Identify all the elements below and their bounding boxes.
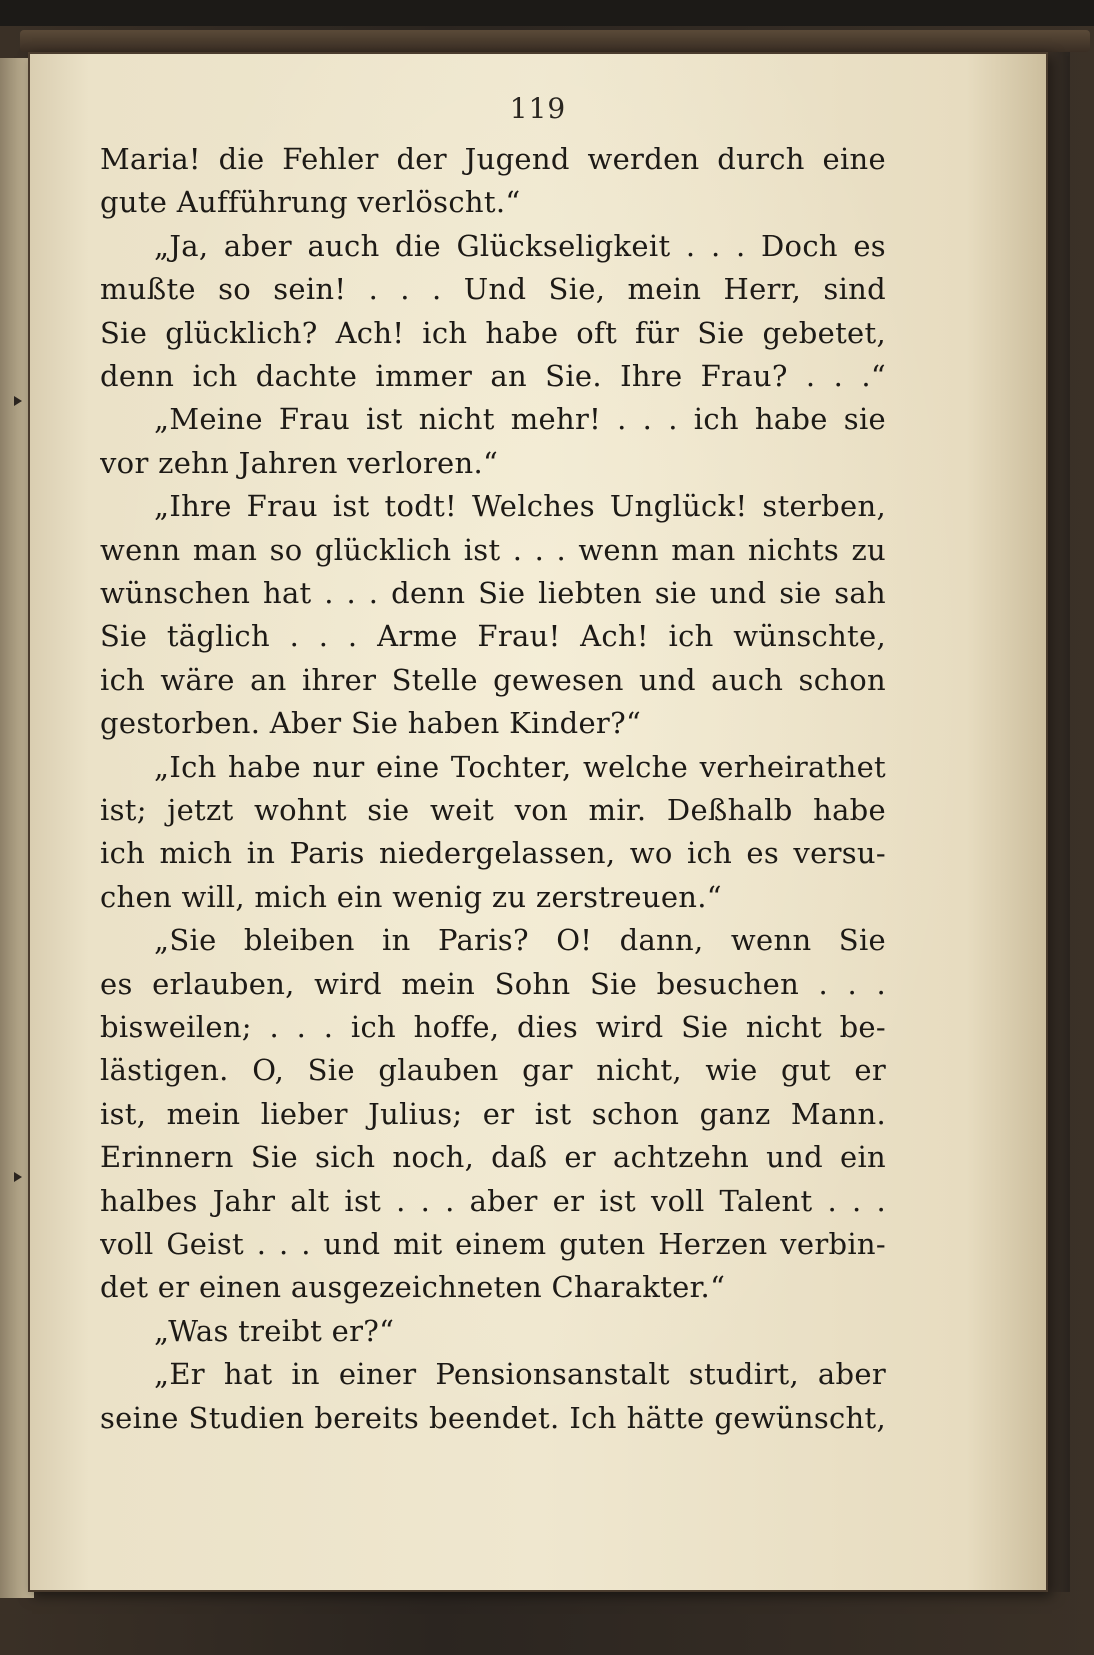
text-line: ist; jetzt wohnt sie weit von mir. Deßhalb habe bbox=[100, 793, 886, 827]
text-line: es erlauben, wird mein Sohn Sie besuchen . . . bbox=[100, 966, 886, 1001]
text-line: det er einen ausgezeichneten Charakter.“ bbox=[100, 1270, 726, 1305]
text-line: ich mich in Paris niedergelassen, wo ich es versu- bbox=[100, 836, 886, 871]
text-line: Sie täglich . . . Arme Frau! Ach! ich wünschte, bbox=[100, 619, 886, 654]
text-line: mußte so sein! . . . Und Sie, mein Herr, sind bbox=[100, 272, 886, 307]
text-line: ist, mein lieber Julius; er ist schon ganz Mann. bbox=[100, 1096, 886, 1131]
text-line: denn ich dachte immer an Sie. Ihre Frau? . . .“ bbox=[100, 359, 886, 393]
text-line: lästigen. O, Sie glauben gar nicht, wie gut er bbox=[100, 1053, 886, 1088]
margin-marker bbox=[14, 1172, 22, 1182]
text-line: „Ich habe nur eine Tochter, welche verheirathet bbox=[154, 749, 886, 784]
text-line: „Was treibt er?“ bbox=[154, 1313, 395, 1348]
text-line: chen will, mich ein wenig zu zerstreuen.“ bbox=[100, 879, 722, 914]
text-line: „Er hat in einer Pensionsanstalt studirt, aber bbox=[154, 1357, 886, 1392]
text-line: Erinnern Sie sich noch, daß er achtzehn und ein bbox=[100, 1140, 886, 1175]
cover-top-edge bbox=[20, 30, 1090, 52]
text-line: voll Geist . . . und mit einem guten Herzen verbin- bbox=[100, 1227, 886, 1261]
page-number: 119 bbox=[509, 92, 567, 125]
text-line: wenn man so glücklich ist . . . wenn man nichts zu bbox=[100, 532, 886, 567]
text-line: „Sie bleiben in Paris? O! dann, wenn Sie bbox=[154, 923, 886, 958]
text-line: Maria! die Fehler der Jugend werden durch eine bbox=[100, 142, 886, 176]
text-line: ich wäre an ihrer Stelle gewesen und auch schon bbox=[100, 662, 886, 697]
margin-marker bbox=[14, 396, 22, 406]
text-line: gestorben. Aber Sie haben Kinder?“ bbox=[100, 706, 642, 741]
text-line: bisweilen; . . . ich hoffe, dies wird Sie nicht be- bbox=[100, 1010, 886, 1044]
text-line: „Meine Frau ist nicht mehr! . . . ich habe sie bbox=[154, 402, 886, 437]
text-line: „Ja, aber auch die Glückseligkeit . . . Doch es bbox=[154, 228, 886, 263]
book-page bbox=[28, 52, 1048, 1592]
text-line: wünschen hat . . . denn Sie liebten sie und sie sah bbox=[100, 576, 886, 610]
text-line: vor zehn Jahren verloren.“ bbox=[100, 445, 499, 480]
text-line: Sie glücklich? Ach! ich habe oft für Sie gebetet, bbox=[100, 315, 886, 350]
text-line: halbes Jahr alt ist . . . aber er ist voll Talent . . . bbox=[100, 1183, 886, 1218]
text-line: gute Aufführung verlöscht.“ bbox=[100, 185, 521, 220]
text-line: seine Studien bereits beendet. Ich hätte gewünscht, bbox=[100, 1400, 886, 1435]
text-line: „Ihre Frau ist todt! Welches Unglück! sterben, bbox=[154, 489, 886, 524]
